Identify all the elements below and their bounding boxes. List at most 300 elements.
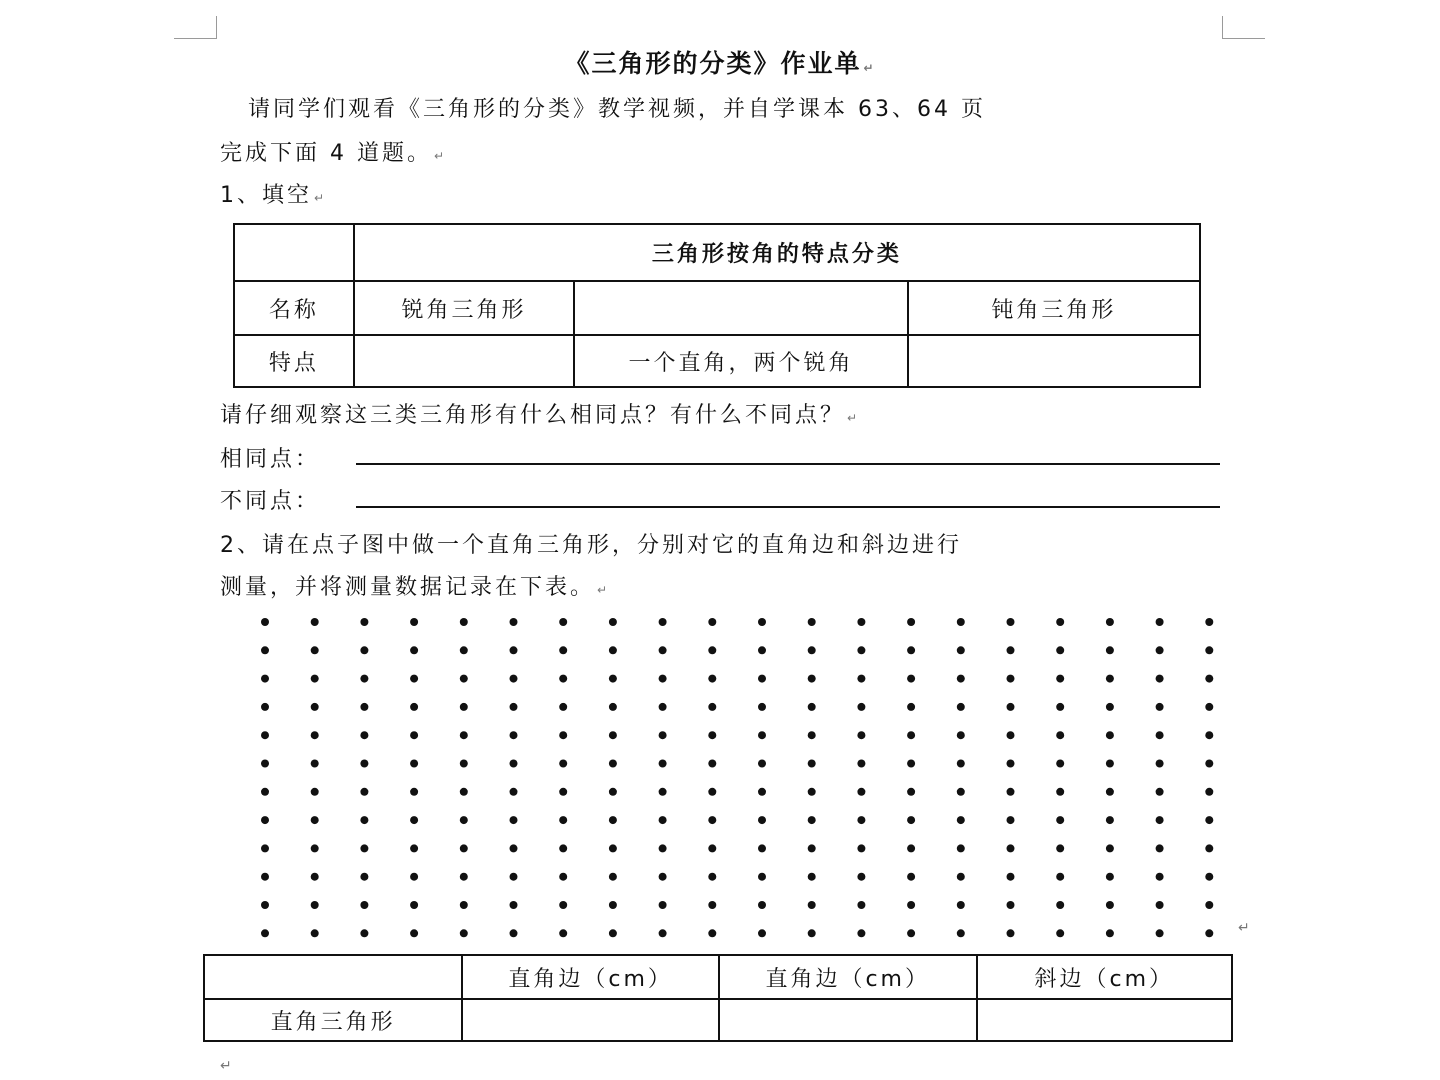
grid-dot[interactable]: [1205, 618, 1213, 626]
grid-dot[interactable]: [1056, 873, 1064, 881]
grid-dot[interactable]: [857, 703, 865, 711]
grid-dot[interactable]: [311, 901, 319, 909]
grid-dot[interactable]: [261, 844, 269, 852]
grid-dot[interactable]: [907, 873, 915, 881]
page-title: [0, 44, 1440, 80]
grid-dot[interactable]: [510, 618, 518, 626]
grid-dot[interactable]: [609, 675, 617, 683]
grid-dot[interactable]: [510, 675, 518, 683]
grid-dot[interactable]: [659, 788, 667, 796]
grid-dot[interactable]: [609, 901, 617, 909]
paragraph-mark: ↵: [314, 191, 328, 205]
grid-dot[interactable]: [708, 929, 716, 937]
grid-dot[interactable]: [907, 929, 915, 937]
grid-dot[interactable]: [261, 929, 269, 937]
right-triangle-row-label-text: 直角三角形: [270, 1009, 396, 1035]
grid-dot[interactable]: [857, 618, 865, 626]
grid-dot[interactable]: [957, 929, 965, 937]
question-2-line-1-text: 2、请在点子图中做一个直角三角形，分别对它的直角边和斜边进行: [220, 533, 962, 558]
grid-dot[interactable]: [708, 646, 716, 654]
grid-dot[interactable]: [311, 646, 319, 654]
grid-dot[interactable]: [957, 844, 965, 852]
grid-dot[interactable]: [1106, 760, 1114, 768]
grid-dot[interactable]: [559, 760, 567, 768]
grid-dot[interactable]: [609, 929, 617, 937]
grid-dot[interactable]: [1106, 788, 1114, 796]
grid-dot[interactable]: [1205, 873, 1213, 881]
grid-dot[interactable]: [311, 844, 319, 852]
grid-dot[interactable]: [1056, 703, 1064, 711]
grid-dot[interactable]: [907, 816, 915, 824]
grid-dot[interactable]: [510, 760, 518, 768]
grid-dot[interactable]: [311, 703, 319, 711]
hypotenuse-header: [977, 955, 1233, 999]
grid-dot[interactable]: [857, 901, 865, 909]
grid-dot[interactable]: [460, 788, 468, 796]
grid-dot[interactable]: [708, 816, 716, 824]
grid-dot[interactable]: [708, 844, 716, 852]
grid-dot[interactable]: [1056, 816, 1064, 824]
grid-dot[interactable]: [410, 618, 418, 626]
intro-line-2-text: 完成下面 4 道题。: [220, 141, 432, 166]
grid-dot[interactable]: [460, 873, 468, 881]
same-label: [220, 442, 320, 473]
grid-dot[interactable]: [957, 703, 965, 711]
grid-dot[interactable]: [261, 703, 269, 711]
paragraph-mark: ↵: [863, 61, 876, 75]
grid-dot[interactable]: [659, 760, 667, 768]
grid-dot[interactable]: [559, 675, 567, 683]
grid-dot[interactable]: [1007, 816, 1015, 824]
grid-dot[interactable]: [957, 901, 965, 909]
grid-dot[interactable]: [360, 873, 368, 881]
grid-dot[interactable]: [360, 929, 368, 937]
grid-dot[interactable]: [1056, 731, 1064, 739]
leg-header-2: [719, 955, 977, 999]
grid-dot[interactable]: [758, 844, 766, 852]
grid-dot[interactable]: [360, 760, 368, 768]
grid-dot[interactable]: [808, 646, 816, 654]
grid-dot[interactable]: [1056, 844, 1064, 852]
grid-dot[interactable]: [708, 731, 716, 739]
grid-dot[interactable]: [957, 873, 965, 881]
feature-cell-right[interactable]: [574, 335, 908, 387]
grid-dot[interactable]: [708, 675, 716, 683]
grid-dot[interactable]: [1056, 760, 1064, 768]
grid-dot[interactable]: [360, 646, 368, 654]
grid-dot[interactable]: [1205, 788, 1213, 796]
crop-mark-top-right: [1222, 16, 1265, 39]
grid-dot[interactable]: [808, 703, 816, 711]
grid-dot[interactable]: [311, 675, 319, 683]
grid-dot[interactable]: [261, 618, 269, 626]
grid-dot[interactable]: [708, 788, 716, 796]
grid-dot[interactable]: [1056, 618, 1064, 626]
grid-dot[interactable]: [261, 731, 269, 739]
grid-dot[interactable]: [510, 646, 518, 654]
grid-dot[interactable]: [907, 646, 915, 654]
grid-dot[interactable]: [609, 788, 617, 796]
grid-dot[interactable]: [957, 646, 965, 654]
grid-dot[interactable]: [708, 873, 716, 881]
triangle-classification-table: [233, 223, 1201, 388]
grid-dot[interactable]: [1156, 703, 1164, 711]
grid-dot[interactable]: [957, 675, 965, 683]
grid-dot[interactable]: [1205, 816, 1213, 824]
grid-dot[interactable]: [410, 675, 418, 683]
grid-dot[interactable]: [261, 646, 269, 654]
grid-dot[interactable]: [857, 731, 865, 739]
grid-dot[interactable]: [261, 760, 269, 768]
intro-line-2: [220, 136, 447, 167]
grid-dot[interactable]: [1205, 929, 1213, 937]
grid-dot[interactable]: [1156, 731, 1164, 739]
grid-dot[interactable]: [311, 618, 319, 626]
hypotenuse-value-cell[interactable]: [977, 999, 1233, 1041]
grid-dot[interactable]: [808, 788, 816, 796]
grid-dot[interactable]: [659, 731, 667, 739]
grid-dot[interactable]: [957, 760, 965, 768]
grid-dot[interactable]: [460, 816, 468, 824]
grid-dot[interactable]: [758, 646, 766, 654]
grid-dot[interactable]: [758, 731, 766, 739]
grid-dot[interactable]: [1106, 929, 1114, 937]
grid-dot[interactable]: [1007, 646, 1015, 654]
grid-dot[interactable]: [510, 788, 518, 796]
question-2-line-2: [220, 570, 610, 601]
grid-dot[interactable]: [360, 731, 368, 739]
question-2-line-2-text: 测量，并将测量数据记录在下表。: [220, 575, 596, 600]
grid-dot[interactable]: [460, 929, 468, 937]
grid-dot[interactable]: [311, 731, 319, 739]
paragraph-mark: ↵: [847, 411, 861, 425]
grid-dot[interactable]: [261, 788, 269, 796]
grid-dot[interactable]: [360, 816, 368, 824]
grid-dot[interactable]: [907, 901, 915, 909]
grid-dot[interactable]: [609, 731, 617, 739]
grid-dot[interactable]: [907, 844, 915, 852]
grid-dot[interactable]: [659, 929, 667, 937]
grid-dot[interactable]: [311, 873, 319, 881]
grid-dot[interactable]: [510, 929, 518, 937]
grid-dot[interactable]: [510, 873, 518, 881]
grid-dot[interactable]: [808, 901, 816, 909]
feature-row-label-text: 特点: [268, 350, 319, 376]
leg-2-value-cell[interactable]: [719, 999, 977, 1041]
grid-dot[interactable]: [659, 873, 667, 881]
grid-dot[interactable]: [758, 703, 766, 711]
grid-dot[interactable]: [410, 788, 418, 796]
grid-dot[interactable]: [857, 788, 865, 796]
grid-dot[interactable]: [311, 816, 319, 824]
grid-dot[interactable]: [1156, 788, 1164, 796]
question-1-heading: [220, 178, 327, 209]
grid-dot[interactable]: [1056, 929, 1064, 937]
grid-dot[interactable]: [460, 675, 468, 683]
grid-dot[interactable]: [1106, 646, 1114, 654]
grid-dot[interactable]: [659, 844, 667, 852]
grid-dot[interactable]: [609, 703, 617, 711]
table2-header-text: 直角边（cm）: [765, 966, 930, 992]
grid-dot[interactable]: [857, 646, 865, 654]
grid-dot[interactable]: [907, 618, 915, 626]
grid-dot[interactable]: [410, 844, 418, 852]
name-cell-blank[interactable]: [574, 281, 908, 335]
grid-dot[interactable]: [609, 760, 617, 768]
grid-dot[interactable]: [360, 703, 368, 711]
name-row-label-text: 名称: [268, 297, 319, 323]
same-answer-line[interactable]: [356, 463, 1220, 465]
grid-dot[interactable]: [609, 873, 617, 881]
grid-dot[interactable]: [1007, 788, 1015, 796]
grid-dot[interactable]: [857, 873, 865, 881]
grid-dot[interactable]: [1205, 646, 1213, 654]
grid-dot[interactable]: [311, 929, 319, 937]
grid-dot[interactable]: [410, 929, 418, 937]
right-triangle-row-label: [204, 999, 462, 1041]
grid-dot[interactable]: [708, 618, 716, 626]
name-row-label: [234, 281, 354, 335]
grid-dot[interactable]: [758, 788, 766, 796]
grid-dot[interactable]: [1205, 901, 1213, 909]
grid-dot[interactable]: [559, 646, 567, 654]
leg-header-1: [462, 955, 719, 999]
grid-dot[interactable]: [708, 760, 716, 768]
grid-dot[interactable]: [957, 618, 965, 626]
intro-line-1-text: 请同学们观看《三角形的分类》教学视频，并自学课本 63、64 页: [248, 97, 986, 122]
grid-dot[interactable]: [758, 675, 766, 683]
grid-dot[interactable]: [1205, 703, 1213, 711]
grid-dot[interactable]: [559, 788, 567, 796]
grid-dot[interactable]: [410, 760, 418, 768]
grid-dot[interactable]: [758, 929, 766, 937]
observe-prompt: [220, 398, 860, 429]
grid-dot[interactable]: [1156, 873, 1164, 881]
grid-dot[interactable]: [808, 618, 816, 626]
grid-dot[interactable]: [1205, 731, 1213, 739]
grid-dot[interactable]: [758, 760, 766, 768]
grid-dot[interactable]: [659, 901, 667, 909]
table1-header-text: 三角形按角的特点分类: [651, 242, 902, 267]
feature-cell-acute[interactable]: [354, 335, 575, 387]
grid-dot[interactable]: [360, 901, 368, 909]
grid-dot[interactable]: [410, 646, 418, 654]
title-text: 《三角形的分类》作业单: [564, 49, 862, 78]
grid-dot[interactable]: [460, 844, 468, 852]
grid-dot[interactable]: [410, 873, 418, 881]
diff-answer-line[interactable]: [356, 506, 1220, 508]
name-cell-acute[interactable]: [354, 281, 575, 335]
leg-1-value-cell[interactable]: [462, 999, 719, 1041]
grid-dot[interactable]: [460, 760, 468, 768]
grid-dot[interactable]: [758, 901, 766, 909]
grid-dot[interactable]: [1007, 873, 1015, 881]
paragraph-mark: ↵: [1238, 920, 1253, 936]
grid-dot[interactable]: [907, 731, 915, 739]
grid-dot[interactable]: [708, 703, 716, 711]
diff-label: [220, 484, 320, 515]
grid-dot[interactable]: [1106, 703, 1114, 711]
grid-dot[interactable]: [609, 816, 617, 824]
diff-label-text: 不同点：: [220, 489, 321, 514]
name-cell-text: 钝角三角形: [991, 297, 1117, 323]
grid-dot[interactable]: [261, 901, 269, 909]
grid-dot[interactable]: [1007, 760, 1015, 768]
grid-dot[interactable]: [261, 816, 269, 824]
intro-line-1: [248, 92, 986, 123]
grid-dot[interactable]: [1056, 901, 1064, 909]
dot-paper-grid[interactable]: [250, 606, 1230, 951]
grid-dot[interactable]: [559, 618, 567, 626]
grid-dot[interactable]: [808, 844, 816, 852]
grid-dot[interactable]: [1156, 929, 1164, 937]
grid-dot[interactable]: [808, 816, 816, 824]
grid-dot[interactable]: [857, 816, 865, 824]
grid-dot[interactable]: [907, 788, 915, 796]
grid-dot[interactable]: [559, 844, 567, 852]
grid-dot[interactable]: [311, 788, 319, 796]
grid-dot[interactable]: [410, 816, 418, 824]
grid-dot[interactable]: [510, 844, 518, 852]
paragraph-mark: ↵: [433, 149, 448, 163]
grid-dot[interactable]: [1106, 731, 1114, 739]
grid-dot[interactable]: [510, 731, 518, 739]
grid-dot[interactable]: [708, 901, 716, 909]
grid-dot[interactable]: [360, 788, 368, 796]
measurement-table: [203, 954, 1233, 1042]
grid-dot[interactable]: [360, 618, 368, 626]
grid-dot[interactable]: [808, 873, 816, 881]
grid-dot[interactable]: [907, 675, 915, 683]
grid-dot[interactable]: [460, 646, 468, 654]
grid-dot[interactable]: [957, 731, 965, 739]
grid-dot[interactable]: [1056, 675, 1064, 683]
grid-dot[interactable]: [1056, 788, 1064, 796]
grid-dot[interactable]: [460, 901, 468, 909]
grid-dot[interactable]: [510, 901, 518, 909]
grid-dot[interactable]: [758, 816, 766, 824]
grid-dot[interactable]: [559, 703, 567, 711]
grid-dot[interactable]: [261, 675, 269, 683]
grid-dot[interactable]: [1156, 760, 1164, 768]
grid-dot[interactable]: [907, 703, 915, 711]
grid-dot[interactable]: [360, 675, 368, 683]
grid-dot[interactable]: [808, 675, 816, 683]
grid-dot[interactable]: [1007, 844, 1015, 852]
table2-corner-cell[interactable]: [204, 955, 462, 999]
grid-dot[interactable]: [559, 731, 567, 739]
grid-dot[interactable]: [1106, 675, 1114, 683]
grid-dot[interactable]: [360, 844, 368, 852]
grid-dot[interactable]: [1007, 703, 1015, 711]
grid-dot[interactable]: [609, 618, 617, 626]
grid-dot[interactable]: [1205, 760, 1213, 768]
grid-dot[interactable]: [1007, 929, 1015, 937]
name-cell-text: 锐角三角形: [401, 297, 527, 323]
grid-dot[interactable]: [857, 929, 865, 937]
grid-dot[interactable]: [261, 873, 269, 881]
grid-dot[interactable]: [957, 788, 965, 796]
grid-dot[interactable]: [758, 873, 766, 881]
grid-dot[interactable]: [659, 618, 667, 626]
same-label-text: 相同点：: [220, 447, 321, 472]
table1-header: [354, 224, 1200, 281]
paragraph-mark: ↵: [597, 583, 611, 597]
crop-mark-top-left: [174, 16, 217, 39]
grid-dot[interactable]: [460, 731, 468, 739]
grid-dot[interactable]: [1205, 844, 1213, 852]
feature-cell-text: 一个直角，两个锐角: [628, 350, 854, 376]
grid-dot[interactable]: [410, 703, 418, 711]
grid-dot[interactable]: [1106, 816, 1114, 824]
feature-cell-obtuse[interactable]: [908, 335, 1200, 387]
grid-dot[interactable]: [857, 844, 865, 852]
grid-dot[interactable]: [1007, 618, 1015, 626]
grid-dot[interactable]: [559, 873, 567, 881]
grid-dot[interactable]: [808, 929, 816, 937]
grid-dot[interactable]: [1007, 731, 1015, 739]
grid-dot[interactable]: [1156, 816, 1164, 824]
grid-dot[interactable]: [460, 618, 468, 626]
grid-dot[interactable]: [808, 760, 816, 768]
grid-dot[interactable]: [1106, 873, 1114, 881]
name-cell-obtuse[interactable]: [908, 281, 1200, 335]
grid-dot[interactable]: [659, 816, 667, 824]
grid-dot[interactable]: [808, 731, 816, 739]
table1-corner-cell[interactable]: [234, 224, 354, 281]
grid-dot[interactable]: [510, 703, 518, 711]
grid-dot[interactable]: [1156, 618, 1164, 626]
grid-dot[interactable]: [1156, 675, 1164, 683]
grid-dot[interactable]: [659, 703, 667, 711]
grid-dot[interactable]: [559, 901, 567, 909]
grid-dot[interactable]: [1156, 646, 1164, 654]
grid-dot[interactable]: [609, 646, 617, 654]
grid-dot[interactable]: [1156, 844, 1164, 852]
grid-dot[interactable]: [1156, 901, 1164, 909]
table2-header-text: 斜边（cm）: [1034, 966, 1175, 992]
grid-dot[interactable]: [857, 675, 865, 683]
grid-dot[interactable]: [410, 731, 418, 739]
grid-dot[interactable]: [1106, 618, 1114, 626]
grid-dot[interactable]: [559, 929, 567, 937]
grid-dot[interactable]: [957, 816, 965, 824]
question-1-heading-text: 1、填空: [220, 183, 312, 208]
feature-row-label: [234, 335, 354, 387]
grid-dot[interactable]: [311, 760, 319, 768]
grid-dot[interactable]: [1007, 675, 1015, 683]
question-2-line-1: [220, 528, 962, 559]
grid-dot[interactable]: [1056, 646, 1064, 654]
grid-dot[interactable]: [857, 760, 865, 768]
paragraph-mark: ↵: [220, 1058, 235, 1074]
grid-dot[interactable]: [758, 618, 766, 626]
grid-dot[interactable]: [1106, 844, 1114, 852]
grid-dot[interactable]: [410, 901, 418, 909]
grid-dot[interactable]: [460, 703, 468, 711]
grid-dot[interactable]: [1007, 901, 1015, 909]
grid-dot[interactable]: [1106, 901, 1114, 909]
grid-dot[interactable]: [907, 760, 915, 768]
grid-dot[interactable]: [659, 646, 667, 654]
grid-dot[interactable]: [510, 816, 518, 824]
grid-dot[interactable]: [559, 816, 567, 824]
grid-dot[interactable]: [659, 675, 667, 683]
observe-prompt-text: 请仔细观察这三类三角形有什么相同点？有什么不同点？: [220, 403, 846, 428]
grid-dot[interactable]: [609, 844, 617, 852]
grid-dot[interactable]: [1205, 675, 1213, 683]
table2-header-text: 直角边（cm）: [508, 966, 673, 992]
